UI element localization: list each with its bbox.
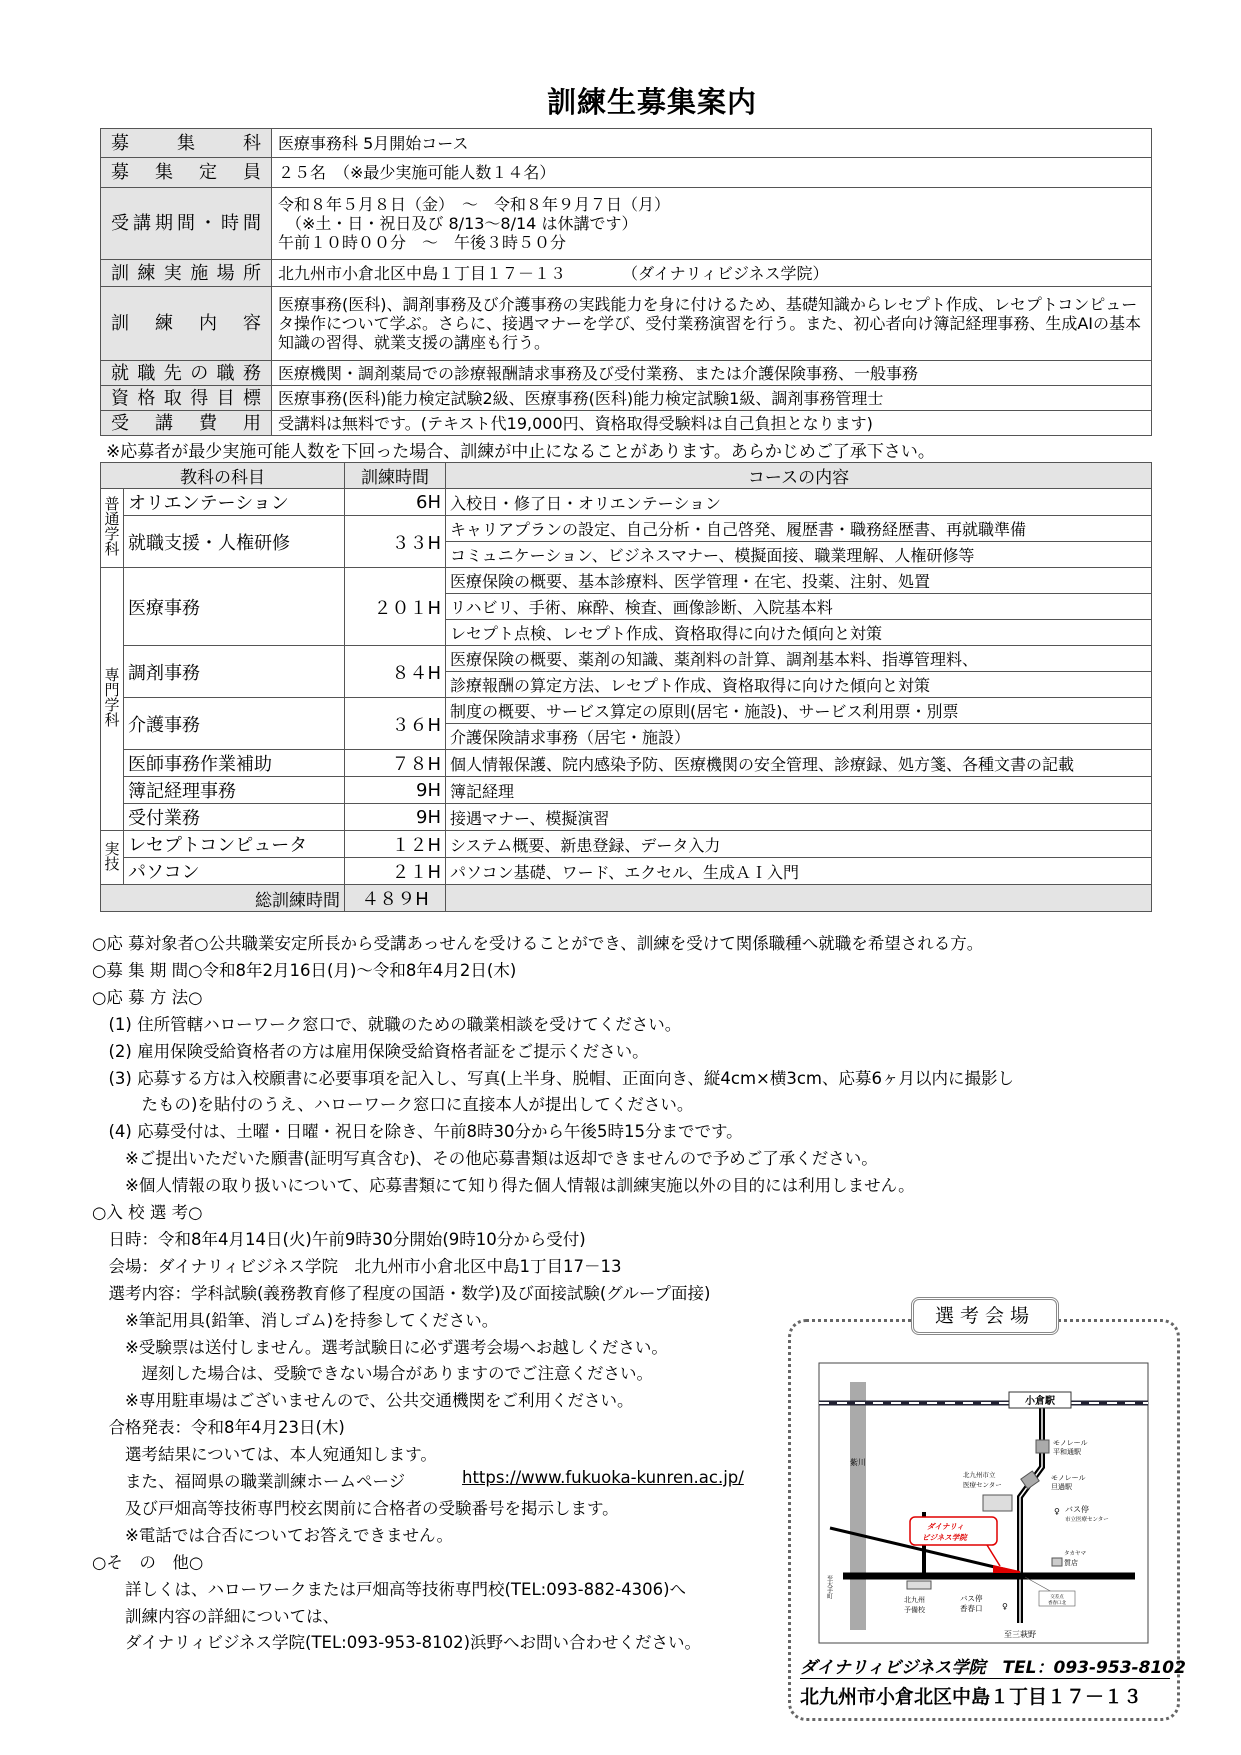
hospital-name: 医療センター [963,1481,1002,1489]
curriculum-row [101,646,1152,672]
bus-stop-icon: ♀ [1002,1602,1008,1611]
info-value [272,361,1152,386]
info-value-line: 医療事務(医科)能力検定試験2級、医療事務(医科)能力検定試験1級、調剤事務管理士 [278,388,884,408]
prep-school-name: 予備校 [904,1606,925,1614]
detail-line: 会場：ダイナリィビジネス学院 北九州市小倉北区中島1丁目17－13 [92,1256,622,1276]
info-value-line: （※土・日・祝日及び 8/13～8/14 は休講です） [278,214,638,233]
category-label: 普通学科 [102,496,121,556]
subject-hours: １２H [345,831,446,858]
detail-line: ※ご提出いただいた願書(証明写真含む)、その他応募書類は返却できませんので予めご了承ください。 [92,1149,878,1169]
subject-hours: 6H [345,489,446,516]
subject-hours: ７８H [345,750,446,777]
detail-line: ○入 校 選 考○ [92,1203,203,1222]
venue-map-label: 選考会場 [911,1297,1059,1335]
monorail-station-2-label: モノレール [1051,1474,1086,1482]
info-value [272,411,1152,436]
shop-label: タカヤマ [1064,1551,1087,1557]
info-value-line: 北九州市小倉北区中島１丁目１７－１３ （ダイナリィビジネス学院） [278,263,829,283]
info-value-line: 午前１０時００分 ～ 午後３時５０分 [278,233,567,252]
subject-content: 医療保険の概要、薬剤の知識、薬剤料の計算、調剤基本料、指導管理料、 [446,646,1152,672]
subject-content: 接遇マナー、模擬演習 [446,804,1152,831]
bus-stop-1-name: 市立医療センター [1065,1517,1109,1523]
curriculum-row [101,750,1152,777]
info-row [101,386,1152,411]
total-row [101,885,1152,912]
subject-content: システム概要、新患登録、データ入力 [446,831,1152,858]
detail-line: ※受験票は送付しません。選考試験日に必ず選考会場へお越しください。 [92,1337,668,1357]
category-cell [101,568,124,831]
info-label: 就職先の職務 [101,361,272,386]
header-subject: 教科の科目 [101,463,345,489]
detail-line: 選考内容：学科試験(義務教育修了程度の国語・数学)及び面接試験(グループ面接) [92,1283,711,1303]
subject-name: 簿記経理事務 [124,777,345,804]
detail-line: 選考結果については、本人宛通知します。 [92,1445,437,1465]
detail-line: (3) 応募する方は入校願書に必要事項を記入し、写真(上半身、脱帽、正面向き、縦4cm×横3cm、応募6ヶ月以内に撮影し [92,1068,1015,1088]
info-label: 受講費用 [101,411,272,436]
hospital-label: 北九州市立 [963,1471,996,1479]
info-value-line: ２５名 （※最少実施可能人数１４名） [278,163,556,182]
info-row [101,158,1152,188]
crossing-label: 交差点 [1050,1595,1064,1600]
curriculum-row [101,804,1152,831]
info-value [272,260,1152,287]
hospital-building [983,1495,1012,1511]
info-row [101,129,1152,158]
subject-hours: 9H [345,777,446,804]
subject-content: リハビリ、手術、麻酔、検査、画像診断、入院基本料 [446,594,1152,620]
total-hours: ４８９H [345,885,446,912]
detail-line: ※個人情報の取り扱いについて、応募書類にて知り得た個人情報は訓練実施以外の目的には利用しません。 [92,1176,915,1196]
info-value-line: 受講料は無料です。(テキスト代19,000円、資格取得受験料は自己負担となります) [278,413,873,433]
category-label: 専門学科 [102,667,121,727]
training-website-link[interactable]: https://www.fukuoka-kunren.ac.jp/ [462,1468,744,1487]
course-info-table [100,128,1152,436]
curriculum-row [101,777,1152,804]
subject-hours: ８４H [345,646,446,698]
info-label: 募集科 [101,129,272,158]
subject-hours: ２０１H [345,568,446,646]
curriculum-row [101,698,1152,724]
subject-name: 調剤事務 [124,646,345,698]
subject-content: レセプト点検、レセプト作成、資格取得に向けた傾向と対策 [446,620,1152,646]
bus-stop-1-label: バス停 [1065,1505,1089,1514]
detail-line: 及び戸畑高等技術専門校玄関前に合格者の受験番号を掲示します。 [92,1498,619,1518]
subject-name: 医師事務作業補助 [124,750,345,777]
header-hours: 訓練時間 [345,463,446,489]
page-title: 訓練生募集案内 [546,85,757,119]
shop-name: 質店 [1064,1559,1078,1567]
school-callout-name: ビジネス学院 [922,1533,967,1542]
detail-line: 訓練内容の詳細については、 [92,1606,340,1626]
info-row [101,361,1152,386]
detail-line: ○そ の 他○ [92,1552,204,1572]
curriculum-row [101,516,1152,542]
school-address: 北九州市小倉北区中島１丁目１７－１３ [800,1686,1143,1708]
bus-stop-2-label: バス停 [960,1594,983,1603]
category-cell [101,489,124,568]
subject-hours: ３３H [345,516,446,568]
curriculum-row [101,489,1152,516]
info-value-line: 令和８年５月８日（金） ～ 令和８年９月７日（月） [278,195,671,214]
subject-name: オリエンテーション [124,489,345,516]
info-label: 募集定員 [101,158,272,188]
info-value-line: 医療事務科 5月開始コース [278,133,469,153]
info-value [272,158,1152,188]
venue-map [807,1347,1163,1652]
subject-content: 個人情報保護、院内感染予防、医療機関の安全管理、診療録、処方箋、各種文書の記載 [446,750,1152,777]
subject-content: 制度の概要、サービス算定の原則(居宅・施設)、サービス利用票・別票 [446,698,1152,724]
school-phone: ダイナリィビジネス学院 TEL：093-953-8102 [800,1653,1170,1679]
subject-name: パソコン [124,858,345,885]
bus-stop-icon: ♀ [1054,1507,1060,1516]
total-empty [446,885,1152,912]
total-label: 総訓練時間 [101,885,345,912]
info-label: 資格取得目標 [101,386,272,411]
detail-line: 日時：令和8年4月14日(火)午前9時30分開始(9時10分から受付) [92,1229,586,1249]
subject-hours: ３６H [345,698,446,750]
shop-building [1052,1558,1062,1566]
monorail-station-1-label: モノレール [1053,1439,1088,1447]
info-label: 訓練実施場所 [101,260,272,287]
detail-line: また、福岡県の職業訓練ホームページ [92,1472,406,1491]
header-content: コースの内容 [446,463,1152,489]
detail-line: 詳しくは、ハローワークまたは戸畑高等技術専門校(TEL:093-882-4306)へ [92,1579,687,1599]
subject-name: 医療事務 [124,568,345,646]
subject-hours: ２１H [345,858,446,885]
curriculum-header-row [101,463,1152,489]
subject-hours: 9H [345,804,446,831]
curriculum-row [101,831,1152,858]
direction-west-label: 至大手町 [825,1575,833,1599]
subject-content: コミュニケーション、ビジネスマナー、模擬面接、職業理解、人権研修等 [446,542,1152,568]
category-cell [101,831,124,885]
info-row [101,188,1152,260]
prep-school-label: 北九州 [904,1596,925,1604]
subject-content: キャリアプランの設定、自己分析・自己啓発、履歴書・職務経歴書、再就職準備 [446,516,1152,542]
info-value [272,129,1152,158]
info-value [272,386,1152,411]
river [850,1382,866,1630]
info-value-line: 医療事務(医科)、調剤事務及び介護事務の実践能力を身に付けるため、基礎知識からレセプト作成、レセプトコンピュータ操作について学ぶ。さらに、接遇マナーを学び、受付業務演習を行う。また、初心者向け簿記経理事務、生成AIの基本知識の習得、就業支援の講座も行う。 [278,295,1142,352]
river-label: 紫川 [850,1458,866,1467]
direction-south-label: 至三萩野 [1004,1630,1036,1639]
info-value [272,188,1152,260]
info-row [101,287,1152,361]
info-label: 受講期間・時間 [101,188,272,260]
info-row [101,260,1152,287]
bus-stop-2-name: 香春口 [960,1604,983,1613]
subject-content: 入校日・修了日・オリエンテーション [446,489,1152,516]
info-value [272,287,1152,361]
detail-line: ダイナリィビジネス学院(TEL:093-953-8102)浜野へお問い合わせください。 [92,1633,702,1653]
curriculum-row [101,858,1152,885]
school-callout-label: ダイナリィ [927,1522,965,1531]
detail-line: ※電話では合否についてお答えできません。 [92,1525,453,1545]
detail-line: ○募 集 期 間○令和8年2月16日(月)～令和8年4月2日(木) [92,960,517,980]
station-label: 小倉駅 [1025,1396,1055,1407]
subject-content: パソコン基礎、ワード、エクセル、生成ＡＩ入門 [446,858,1152,885]
detail-line: ※筆記用具(鉛筆、消しゴム)を持参してください。 [92,1310,499,1330]
subject-content: 介護保険請求事務（居宅・施設） [446,724,1152,750]
subject-name: 就職支援・人権研修 [124,516,345,568]
subject-content: 簿記経理 [446,777,1152,804]
cancellation-note: ※応募者が最少実施可能人数を下回った場合、訓練が中止になることがあります。あらかじめご了承下さい。 [106,442,935,462]
monorail-station-2-name: 旦過駅 [1051,1483,1072,1491]
subject-name: 介護事務 [124,698,345,750]
prep-school-building [907,1581,931,1589]
detail-line: (2) 雇用保険受給資格者の方は雇用保険受給資格者証をご提示ください。 [92,1041,649,1061]
info-row [101,411,1152,436]
curriculum-row [101,568,1152,594]
detail-line: (1) 住所管轄ハローワーク窓口で、就職のための職業相談を受けてください。 [92,1014,682,1034]
detail-line: 遅刻した場合は、受験できない場合がありますのでご注意ください。 [92,1364,653,1384]
curriculum-table [100,462,1152,912]
detail-line: (4) 応募受付は、土曜・日曜・祝日を除き、午前8時30分から午後5時15分までです。 [92,1122,743,1142]
detail-line: たもの)を貼付のうえ、ハローワーク窓口に直接本人が提出してください。 [92,1095,694,1115]
crossing-name: 香春口北 [1048,1601,1066,1606]
subject-name: レセプトコンピュータ [124,831,345,858]
info-label: 訓練内容 [101,287,272,361]
subject-name: 受付業務 [124,804,345,831]
subject-content: 医療保険の概要、基本診療料、医学管理・在宅、投薬、注射、処置 [446,568,1152,594]
category-label: 実技 [102,840,121,871]
detail-line: 合格発表：令和8年4月23日(木) [92,1418,345,1438]
detail-line: ○応 募対象者○公共職業安定所長から受講あっせんを受けることができ、訓練を受けて関係職種へ就職を希望される方。 [92,934,984,953]
info-value-line: 医療機関・調剤薬局での診療報酬請求事務及び受付業務、または介護保険事務、一般事務 [278,363,919,383]
subject-content: 診療報酬の算定方法、レセプト作成、資格取得に向けた傾向と対策 [446,672,1152,698]
monorail-station-1 [1036,1440,1049,1453]
detail-line: ※専用駐車場はございませんので、公共交通機関をご利用ください。 [92,1391,634,1411]
monorail-station-1-name: 平和通駅 [1053,1448,1081,1456]
detail-line: ○応 募 方 法○ [92,987,203,1007]
